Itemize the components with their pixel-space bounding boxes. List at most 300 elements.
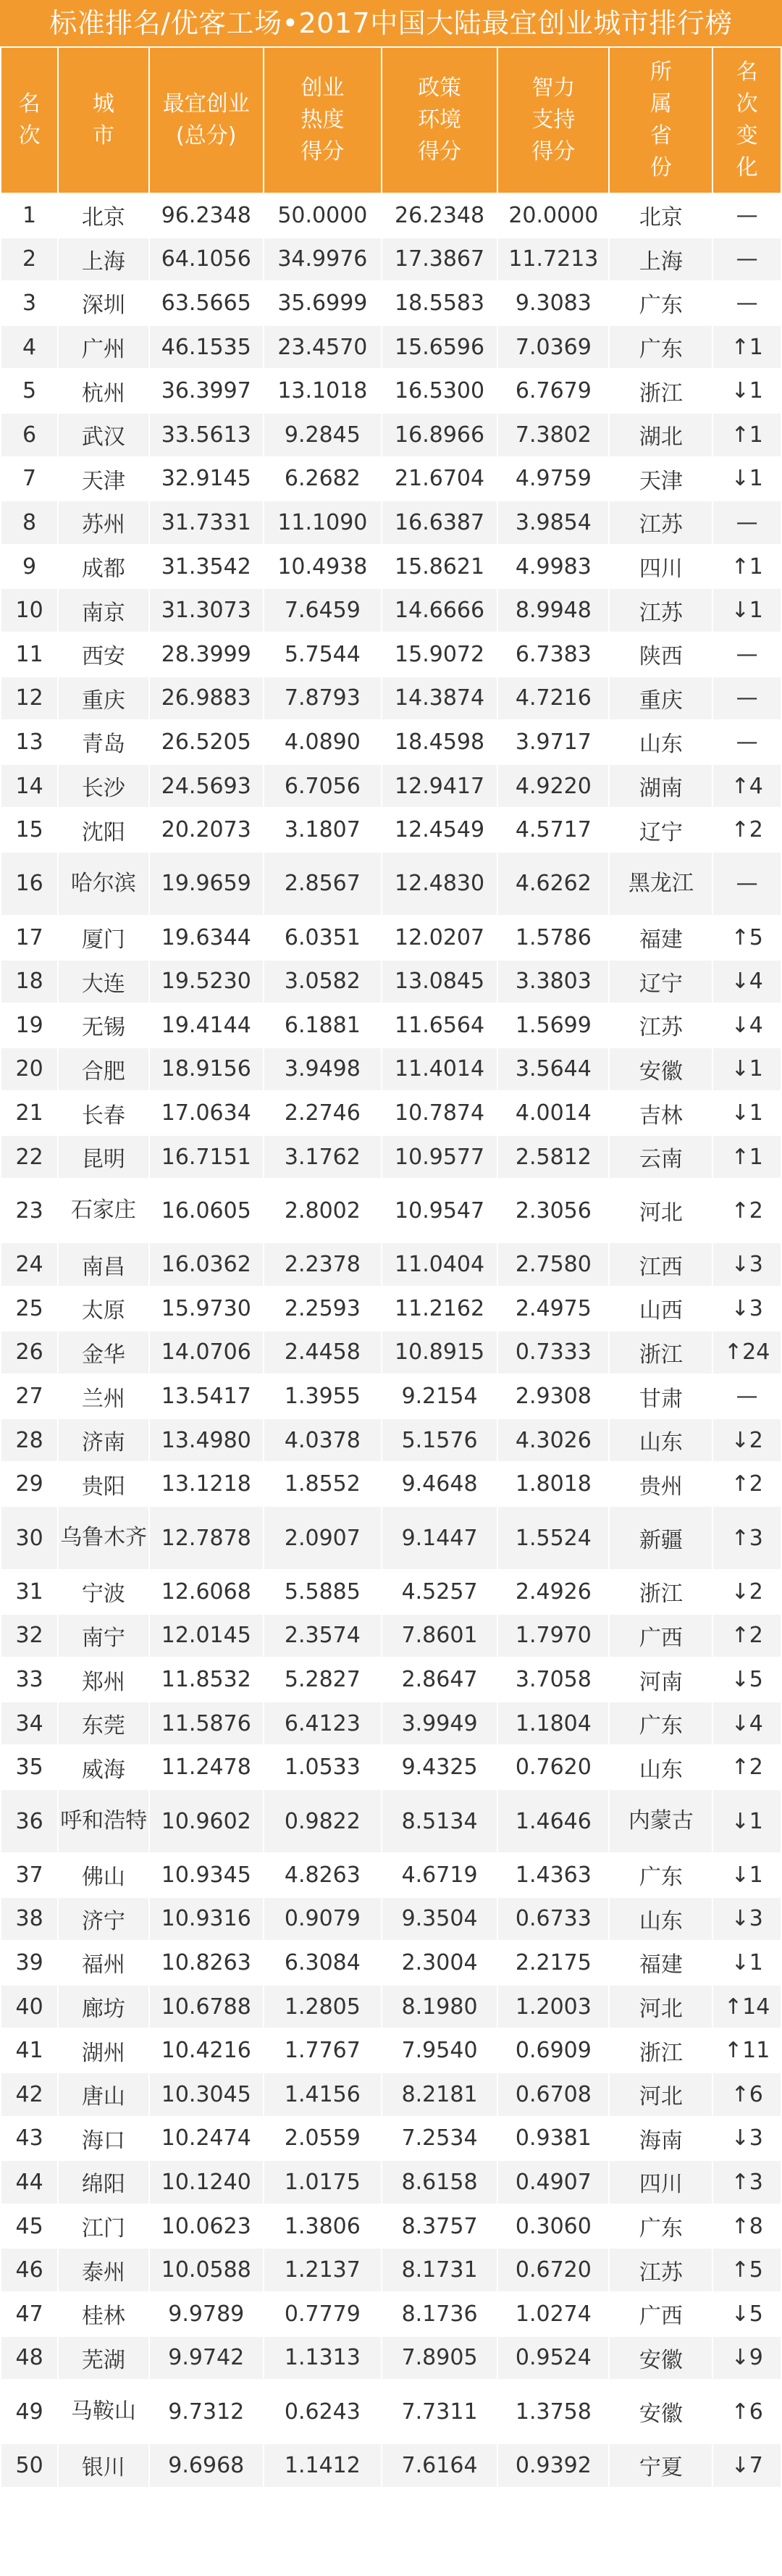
policy-score-cell: 7.8601 <box>382 1614 498 1658</box>
table-row <box>1 1135 781 1179</box>
province-cell: 宁夏 <box>609 2443 712 2488</box>
province-cell: 黑龙江 <box>609 852 712 916</box>
column-header <box>497 47 609 193</box>
rank-cell: 3 <box>1 281 58 325</box>
column-header <box>264 47 382 193</box>
province-cell: 北京 <box>609 193 712 238</box>
talent-score-cell: 11.7213 <box>497 238 609 282</box>
province-cell: 福建 <box>609 1941 712 1985</box>
province-cell: 湖北 <box>609 413 712 457</box>
heat-score-cell: 3.1762 <box>264 1135 382 1179</box>
policy-score-cell: 12.4830 <box>382 852 498 916</box>
city-cell: 呼和浩特 <box>58 1789 148 1853</box>
policy-score-cell: 7.7311 <box>382 2380 498 2443</box>
talent-score-cell: 2.4975 <box>497 1287 609 1331</box>
talent-score-cell: 1.5786 <box>497 916 609 960</box>
city-cell: 威海 <box>58 1745 148 1789</box>
city-cell: 沈阳 <box>58 808 148 852</box>
total-score-cell: 19.9659 <box>149 852 264 916</box>
total-score-cell: 11.2478 <box>149 1745 264 1789</box>
total-score-cell: 31.3073 <box>149 588 264 632</box>
city-cell: 唐山 <box>58 2073 148 2117</box>
province-cell: 河北 <box>609 1985 712 2029</box>
city-cell: 济宁 <box>58 1897 148 1941</box>
column-header <box>609 47 712 193</box>
province-cell: 福建 <box>609 916 712 960</box>
table-row <box>1 1179 781 1242</box>
city-cell: 太原 <box>58 1287 148 1331</box>
talent-score-cell: 4.3026 <box>497 1418 609 1463</box>
province-cell: 重庆 <box>609 677 712 721</box>
rank-cell: 38 <box>1 1897 58 1941</box>
province-cell: 辽宁 <box>609 808 712 852</box>
city-cell: 成都 <box>58 545 148 589</box>
talent-score-cell: 3.9717 <box>497 720 609 764</box>
heat-score-cell: 1.4156 <box>264 2073 382 2117</box>
rank-cell: 14 <box>1 764 58 808</box>
rank-change-cell: ↓5 <box>712 1657 781 1702</box>
total-score-cell: 11.8532 <box>149 1657 264 1702</box>
rank-cell: 29 <box>1 1462 58 1506</box>
table-row <box>1 1897 781 1941</box>
rank-change-cell: ↑5 <box>712 916 781 960</box>
policy-score-cell: 15.6596 <box>382 325 498 369</box>
table-row <box>1 2292 781 2336</box>
province-cell: 云南 <box>609 1135 712 1179</box>
city-cell: 广州 <box>58 325 148 369</box>
total-score-cell: 12.7878 <box>149 1506 264 1570</box>
heat-score-cell: 3.9498 <box>264 1047 382 1092</box>
policy-score-cell: 8.3757 <box>382 2204 498 2249</box>
heat-score-cell: 2.8002 <box>264 1179 382 1242</box>
page-title: 标准排名/优客工场•2017中国大陆最宜创业城市排行榜 <box>0 0 782 46</box>
total-score-cell: 9.6968 <box>149 2443 264 2488</box>
city-cell: 重庆 <box>58 677 148 721</box>
talent-score-cell: 4.5717 <box>497 808 609 852</box>
talent-score-cell: 0.9381 <box>497 2117 609 2161</box>
total-score-cell: 28.3999 <box>149 632 264 677</box>
rank-change-cell: — <box>712 281 781 325</box>
table-row <box>1 1462 781 1506</box>
policy-score-cell: 8.1980 <box>382 1985 498 2029</box>
city-cell: 南宁 <box>58 1614 148 1658</box>
rank-change-cell: ↑11 <box>712 2028 781 2073</box>
total-score-cell: 31.7331 <box>149 501 264 545</box>
rank-cell: 45 <box>1 2204 58 2249</box>
province-cell: 江苏 <box>609 1003 712 1047</box>
total-score-cell: 10.2474 <box>149 2117 264 2161</box>
rank-cell: 13 <box>1 720 58 764</box>
city-cell: 兰州 <box>58 1374 148 1418</box>
heat-score-cell: 1.7767 <box>264 2028 382 2073</box>
heat-score-cell: 10.4938 <box>264 545 382 589</box>
talent-score-cell: 1.8018 <box>497 1462 609 1506</box>
table-row <box>1 2028 781 2073</box>
policy-score-cell: 7.8905 <box>382 2336 498 2380</box>
city-cell: 佛山 <box>58 1853 148 1897</box>
rank-change-cell: ↑14 <box>712 1985 781 2029</box>
province-cell: 广东 <box>609 325 712 369</box>
province-cell: 四川 <box>609 2160 712 2204</box>
table-row <box>1 1242 781 1287</box>
province-cell: 广东 <box>609 1853 712 1897</box>
talent-score-cell: 7.0369 <box>497 325 609 369</box>
rank-change-cell: ↓2 <box>712 1418 781 1463</box>
rank-cell: 8 <box>1 501 58 545</box>
heat-score-cell: 6.7056 <box>264 764 382 808</box>
total-score-cell: 14.0706 <box>149 1331 264 1375</box>
table-row <box>1 2380 781 2443</box>
heat-score-cell: 5.2827 <box>264 1657 382 1702</box>
heat-score-cell: 0.9079 <box>264 1897 382 1941</box>
total-score-cell: 46.1535 <box>149 325 264 369</box>
province-cell: 江苏 <box>609 588 712 632</box>
province-cell: 广西 <box>609 2292 712 2336</box>
talent-score-cell: 6.7383 <box>497 632 609 677</box>
table-row <box>1 1047 781 1092</box>
talent-score-cell: 2.7580 <box>497 1242 609 1287</box>
policy-score-cell: 7.6164 <box>382 2443 498 2488</box>
policy-score-cell: 8.5134 <box>382 1789 498 1853</box>
rank-change-cell: ↑2 <box>712 1462 781 1506</box>
rank-cell: 4 <box>1 325 58 369</box>
heat-score-cell: 6.1881 <box>264 1003 382 1047</box>
table-row <box>1 545 781 589</box>
city-cell: 海口 <box>58 2117 148 2161</box>
province-cell: 广东 <box>609 1702 712 1746</box>
policy-score-cell: 8.1731 <box>382 2248 498 2292</box>
total-score-cell: 31.3542 <box>149 545 264 589</box>
city-cell: 无锡 <box>58 1003 148 1047</box>
rank-change-cell: ↓2 <box>712 1570 781 1614</box>
ranking-table <box>0 46 782 2488</box>
policy-score-cell: 9.4325 <box>382 1745 498 1789</box>
heat-score-cell: 0.7779 <box>264 2292 382 2336</box>
province-cell: 海南 <box>609 2117 712 2161</box>
rank-cell: 9 <box>1 545 58 589</box>
policy-score-cell: 10.7874 <box>382 1091 498 1135</box>
total-score-cell: 16.7151 <box>149 1135 264 1179</box>
talent-score-cell: 3.7058 <box>497 1657 609 1702</box>
total-score-cell: 9.9789 <box>149 2292 264 2336</box>
table-row <box>1 764 781 808</box>
rank-cell: 19 <box>1 1003 58 1047</box>
table-row <box>1 325 781 369</box>
policy-score-cell: 11.2162 <box>382 1287 498 1331</box>
policy-score-cell: 16.8966 <box>382 413 498 457</box>
heat-score-cell: 6.0351 <box>264 916 382 960</box>
city-cell: 贵阳 <box>58 1462 148 1506</box>
total-score-cell: 16.0605 <box>149 1179 264 1242</box>
policy-score-cell: 9.1447 <box>382 1506 498 1570</box>
header-label: 创业热度得分 <box>300 75 345 164</box>
city-cell: 绵阳 <box>58 2160 148 2204</box>
talent-score-cell: 1.5524 <box>497 1506 609 1570</box>
policy-score-cell: 14.6666 <box>382 588 498 632</box>
city-cell: 石家庄 <box>58 1179 148 1242</box>
province-cell: 安徽 <box>609 1047 712 1092</box>
heat-score-cell: 34.9976 <box>264 238 382 282</box>
province-cell: 上海 <box>609 238 712 282</box>
province-cell: 江苏 <box>609 2248 712 2292</box>
city-cell: 宁波 <box>58 1570 148 1614</box>
province-cell: 江苏 <box>609 501 712 545</box>
heat-score-cell: 5.5885 <box>264 1570 382 1614</box>
heat-score-cell: 4.0890 <box>264 720 382 764</box>
province-cell: 安徽 <box>609 2336 712 2380</box>
rank-change-cell: ↓1 <box>712 457 781 501</box>
policy-score-cell: 10.8915 <box>382 1331 498 1375</box>
talent-score-cell: 0.9524 <box>497 2336 609 2380</box>
total-score-cell: 10.8263 <box>149 1941 264 1985</box>
rank-cell: 30 <box>1 1506 58 1570</box>
rank-change-cell: ↑24 <box>712 1331 781 1375</box>
province-cell: 山东 <box>609 1418 712 1463</box>
policy-score-cell: 14.3874 <box>382 677 498 721</box>
rank-change-cell: ↑1 <box>712 325 781 369</box>
province-cell: 安徽 <box>609 2380 712 2443</box>
policy-score-cell: 21.6704 <box>382 457 498 501</box>
rank-change-cell: — <box>712 1374 781 1418</box>
city-cell: 北京 <box>58 193 148 238</box>
rank-cell: 44 <box>1 2160 58 2204</box>
rank-change-cell: ↓1 <box>712 369 781 413</box>
heat-score-cell: 2.3574 <box>264 1614 382 1658</box>
rank-change-cell: — <box>712 720 781 764</box>
table-row <box>1 1287 781 1331</box>
total-score-cell: 16.0362 <box>149 1242 264 1287</box>
city-cell: 芜湖 <box>58 2336 148 2380</box>
city-cell: 南昌 <box>58 1242 148 1287</box>
table-row <box>1 1506 781 1570</box>
rank-cell: 50 <box>1 2443 58 2488</box>
rank-cell: 1 <box>1 193 58 238</box>
table-row <box>1 1003 781 1047</box>
table-row <box>1 457 781 501</box>
heat-score-cell: 3.1807 <box>264 808 382 852</box>
province-cell: 河北 <box>609 1179 712 1242</box>
header-label: 政策环境得分 <box>418 75 462 164</box>
city-cell: 厦门 <box>58 916 148 960</box>
rank-change-cell: ↓3 <box>712 1242 781 1287</box>
city-cell: 湖州 <box>58 2028 148 2073</box>
city-cell: 济南 <box>58 1418 148 1463</box>
rank-cell: 7 <box>1 457 58 501</box>
talent-score-cell: 2.3056 <box>497 1179 609 1242</box>
city-cell: 青岛 <box>58 720 148 764</box>
talent-score-cell: 1.4646 <box>497 1789 609 1853</box>
table-row <box>1 2443 781 2488</box>
city-cell: 福州 <box>58 1941 148 1985</box>
heat-score-cell: 6.4123 <box>264 1702 382 1746</box>
talent-score-cell: 8.9948 <box>497 588 609 632</box>
policy-score-cell: 18.4598 <box>382 720 498 764</box>
policy-score-cell: 26.2348 <box>382 193 498 238</box>
table-row <box>1 1331 781 1375</box>
policy-score-cell: 10.9547 <box>382 1179 498 1242</box>
rank-change-cell: ↑5 <box>712 2248 781 2292</box>
table-row <box>1 1789 781 1853</box>
heat-score-cell: 1.1313 <box>264 2336 382 2380</box>
rank-cell: 33 <box>1 1657 58 1702</box>
policy-score-cell: 3.9949 <box>382 1702 498 1746</box>
rank-cell: 18 <box>1 960 58 1004</box>
city-cell: 天津 <box>58 457 148 501</box>
policy-score-cell: 12.9417 <box>382 764 498 808</box>
talent-score-cell: 0.9392 <box>497 2443 609 2488</box>
total-score-cell: 10.9345 <box>149 1853 264 1897</box>
rank-cell: 27 <box>1 1374 58 1418</box>
column-header <box>58 47 148 193</box>
table-row <box>1 916 781 960</box>
rank-change-cell: ↑8 <box>712 2204 781 2249</box>
total-score-cell: 12.6068 <box>149 1570 264 1614</box>
heat-score-cell: 2.0907 <box>264 1506 382 1570</box>
talent-score-cell: 4.6262 <box>497 852 609 916</box>
total-score-cell: 33.5613 <box>149 413 264 457</box>
rank-cell: 43 <box>1 2117 58 2161</box>
table-row <box>1 632 781 677</box>
policy-score-cell: 12.0207 <box>382 916 498 960</box>
talent-score-cell: 0.7333 <box>497 1331 609 1375</box>
rank-change-cell: ↓3 <box>712 2117 781 2161</box>
table-row <box>1 720 781 764</box>
rank-cell: 39 <box>1 1941 58 1985</box>
province-cell: 河南 <box>609 1657 712 1702</box>
rank-cell: 35 <box>1 1745 58 1789</box>
table-row <box>1 2336 781 2380</box>
rank-change-cell: ↑2 <box>712 1179 781 1242</box>
heat-score-cell: 1.2137 <box>264 2248 382 2292</box>
talent-score-cell: 3.5644 <box>497 1047 609 1092</box>
city-cell: 苏州 <box>58 501 148 545</box>
rank-cell: 49 <box>1 2380 58 2443</box>
province-cell: 贵州 <box>609 1462 712 1506</box>
province-cell: 河北 <box>609 2073 712 2117</box>
talent-score-cell: 1.1804 <box>497 1702 609 1746</box>
talent-score-cell: 2.9308 <box>497 1374 609 1418</box>
table-row <box>1 2117 781 2161</box>
policy-score-cell: 8.2181 <box>382 2073 498 2117</box>
rank-cell: 12 <box>1 677 58 721</box>
talent-score-cell: 4.0014 <box>497 1091 609 1135</box>
heat-score-cell: 1.0533 <box>264 1745 382 1789</box>
table-row <box>1 588 781 632</box>
rank-change-cell: — <box>712 501 781 545</box>
talent-score-cell: 4.7216 <box>497 677 609 721</box>
province-cell: 四川 <box>609 545 712 589</box>
total-score-cell: 64.1056 <box>149 238 264 282</box>
rank-cell: 11 <box>1 632 58 677</box>
talent-score-cell: 2.4926 <box>497 1570 609 1614</box>
table-row <box>1 1853 781 1897</box>
header-label: 名次变化 <box>736 59 758 180</box>
heat-score-cell: 1.3806 <box>264 2204 382 2249</box>
policy-score-cell: 18.5583 <box>382 281 498 325</box>
city-cell: 长春 <box>58 1091 148 1135</box>
city-cell: 武汉 <box>58 413 148 457</box>
total-score-cell: 10.1240 <box>149 2160 264 2204</box>
policy-score-cell: 4.6719 <box>382 1853 498 1897</box>
total-score-cell: 13.5417 <box>149 1374 264 1418</box>
rank-cell: 22 <box>1 1135 58 1179</box>
header-label: 城市 <box>92 91 114 149</box>
city-cell: 杭州 <box>58 369 148 413</box>
header-label: 所属省份 <box>649 59 672 180</box>
talent-score-cell: 0.3060 <box>497 2204 609 2249</box>
rank-change-cell: ↓1 <box>712 1789 781 1853</box>
talent-score-cell: 2.5812 <box>497 1135 609 1179</box>
rank-cell: 17 <box>1 916 58 960</box>
rank-cell: 40 <box>1 1985 58 2029</box>
rank-change-cell: ↑6 <box>712 2073 781 2117</box>
province-cell: 湖南 <box>609 764 712 808</box>
heat-score-cell: 1.0175 <box>264 2160 382 2204</box>
total-score-cell: 10.0623 <box>149 2204 264 2249</box>
city-cell: 金华 <box>58 1331 148 1375</box>
heat-score-cell: 2.2746 <box>264 1091 382 1135</box>
heat-score-cell: 0.9822 <box>264 1789 382 1853</box>
policy-score-cell: 5.1576 <box>382 1418 498 1463</box>
policy-score-cell: 12.4549 <box>382 808 498 852</box>
table-row <box>1 281 781 325</box>
header-label: 名次 <box>18 91 41 149</box>
heat-score-cell: 4.0378 <box>264 1418 382 1463</box>
talent-score-cell: 0.4907 <box>497 2160 609 2204</box>
city-cell: 合肥 <box>58 1047 148 1092</box>
province-cell: 陕西 <box>609 632 712 677</box>
rank-change-cell: ↑1 <box>712 413 781 457</box>
table-row <box>1 1985 781 2029</box>
table-row <box>1 960 781 1004</box>
rank-cell: 21 <box>1 1091 58 1135</box>
city-cell: 东莞 <box>58 1702 148 1746</box>
table-row <box>1 413 781 457</box>
rank-cell: 48 <box>1 2336 58 2380</box>
talent-score-cell: 0.6708 <box>497 2073 609 2117</box>
rank-cell: 5 <box>1 369 58 413</box>
table-row <box>1 808 781 852</box>
rank-change-cell: ↓7 <box>712 2443 781 2488</box>
talent-score-cell: 1.3758 <box>497 2380 609 2443</box>
rank-change-cell: — <box>712 193 781 238</box>
talent-score-cell: 0.6909 <box>497 2028 609 2073</box>
rank-change-cell: — <box>712 632 781 677</box>
table-row <box>1 677 781 721</box>
province-cell: 辽宁 <box>609 960 712 1004</box>
policy-score-cell: 10.9577 <box>382 1135 498 1179</box>
total-score-cell: 20.2073 <box>149 808 264 852</box>
table-row <box>1 1570 781 1614</box>
total-score-cell: 12.0145 <box>149 1614 264 1658</box>
talent-score-cell: 3.3803 <box>497 960 609 1004</box>
talent-score-cell: 1.0274 <box>497 2292 609 2336</box>
talent-score-cell: 2.2175 <box>497 1941 609 1985</box>
policy-score-cell: 9.4648 <box>382 1462 498 1506</box>
policy-score-cell: 11.6564 <box>382 1003 498 1047</box>
total-score-cell: 13.1218 <box>149 1462 264 1506</box>
table-row <box>1 1374 781 1418</box>
talent-score-cell: 9.3083 <box>497 281 609 325</box>
table-row <box>1 1657 781 1702</box>
rank-change-cell: ↓4 <box>712 960 781 1004</box>
rank-cell: 42 <box>1 2073 58 2117</box>
heat-score-cell: 5.7544 <box>264 632 382 677</box>
policy-score-cell: 16.6387 <box>382 501 498 545</box>
policy-score-cell: 16.5300 <box>382 369 498 413</box>
header-label: 最宜创业(总分) <box>162 91 250 149</box>
rank-cell: 28 <box>1 1418 58 1463</box>
